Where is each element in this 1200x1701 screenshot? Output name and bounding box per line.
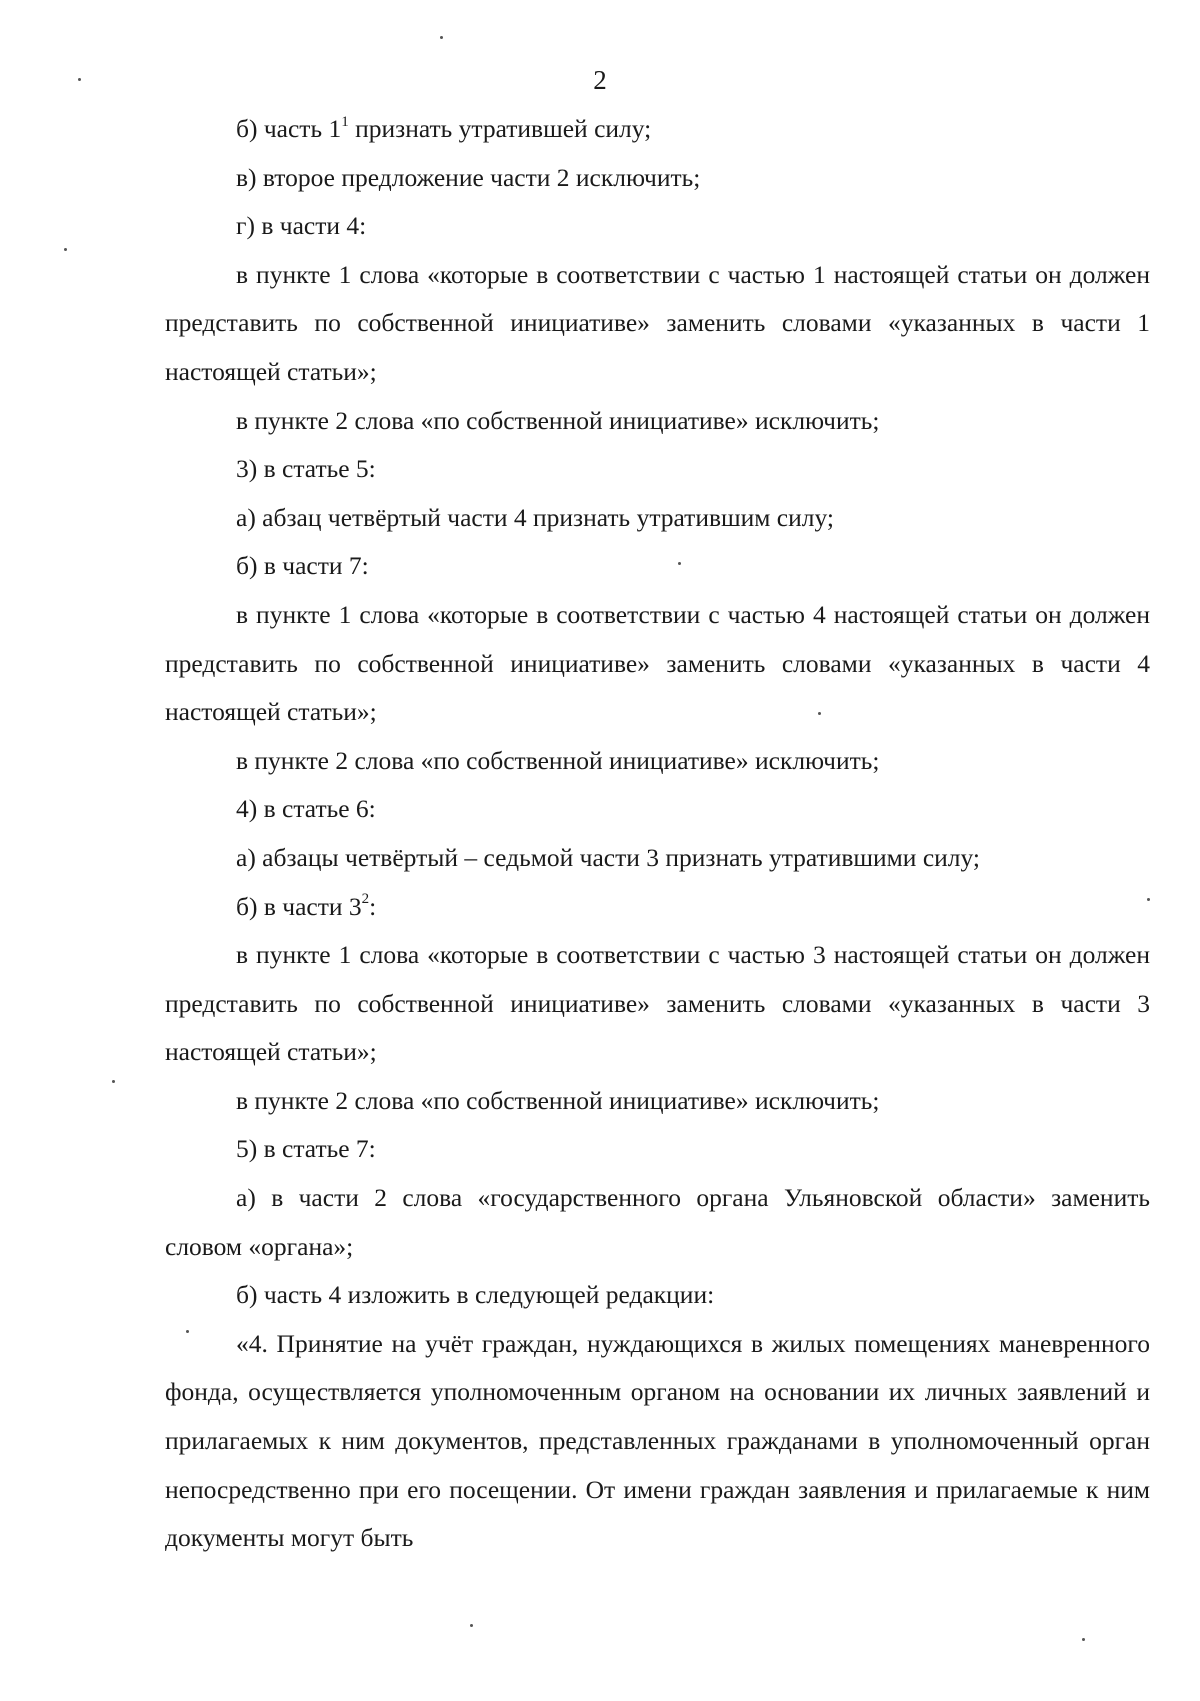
paragraph-item-4b — [165, 883, 1150, 932]
scan-speck — [470, 1624, 473, 1627]
scan-speck — [186, 1330, 189, 1333]
scan-speck — [112, 1080, 115, 1083]
scan-speck — [64, 248, 67, 251]
superscript: 2 — [361, 891, 370, 907]
paragraph-item-5b: б) часть 4 изложить в следующей редакции: — [236, 1280, 715, 1310]
scan-speck — [1082, 1638, 1085, 1641]
paragraph-item-5a: а) в части 2 слова «государственного органа Ульяновской области» заменить словом «органа»; — [165, 1183, 1150, 1261]
paragraph-item-4b-point-2: в пункте 2 слова «по собственной инициативе» исключить; — [236, 1085, 880, 1115]
paragraph-item-g: г) в части 4: — [236, 211, 367, 241]
scan-speck — [1147, 898, 1150, 901]
paragraph-text: : — [369, 891, 377, 921]
paragraph-text: признать утратившей силу; — [348, 114, 652, 143]
paragraph-item-3: 3) в статье 5: — [236, 454, 376, 484]
paragraph-new-part-4: «4. Принятие на учёт граждан, нуждающихся в жилых помещениях маневренного фонда, осуществляется уполномоченным органом на основании их личных заявлений и прилагаемых к ним документов, представленных гражданами в уполномоченный орган непосредственно при его посещении. От имени граждан заявления и прилагаемые к ним документы могут быть — [165, 1328, 1150, 1553]
paragraph-item-3a: а) абзац четвёртый части 4 признать утратившим силу; — [236, 502, 834, 532]
paragraph-item-b-part-1-1 — [165, 105, 1150, 154]
scan-speck — [440, 36, 443, 39]
page-number: 2 — [593, 65, 607, 95]
paragraph-item-v: в) второе предложение части 2 исключить; — [236, 162, 701, 192]
paragraph-item-4b-point-1: в пункте 1 слова «которые в соответствии с частью 3 настоящей статьи он должен представить по собственной инициативе» заменить словами «указанных в части 3 настоящей статьи»; — [165, 940, 1150, 1067]
paragraph-item-3b: б) в части 7: — [236, 551, 369, 581]
paragraph-item-g-point-2: в пункте 2 слова «по собственной инициативе» исключить; — [236, 405, 880, 435]
paragraph-text: б) в части 3 — [236, 891, 362, 921]
superscript: 1 — [341, 113, 349, 130]
document-body — [165, 105, 1150, 1563]
scan-speck — [78, 78, 81, 81]
scan-speck — [678, 562, 681, 565]
paragraph-item-3b-point-2: в пункте 2 слова «по собственной инициативе» исключить; — [236, 745, 880, 775]
paragraph-item-4a: а) абзацы четвёртый – седьмой части 3 признать утратившими силу; — [236, 842, 981, 872]
scan-speck — [818, 712, 821, 715]
paragraph-item-4: 4) в статье 6: — [236, 794, 376, 824]
paragraph-text: б) часть 1 — [236, 114, 342, 143]
paragraph-item-5: 5) в статье 7: — [236, 1134, 376, 1164]
paragraph-item-3b-point-1: в пункте 1 слова «которые в соответствии с частью 4 настоящей статьи он должен представить по собственной инициативе» заменить словами «указанных в части 4 настоящей статьи»; — [165, 599, 1150, 727]
paragraph-item-g-point-1: в пункте 1 слова «которые в соответствии с частью 1 настоящей статьи он должен представить по собственной инициативе» заменить словами «указанных в части 1 настоящей статьи»; — [165, 259, 1150, 386]
